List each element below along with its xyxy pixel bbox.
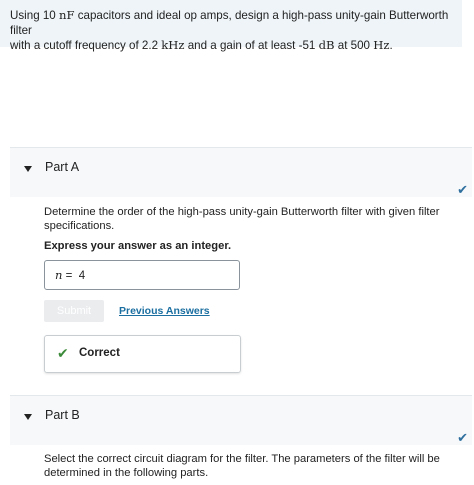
problem-text: with a cutoff frequency of 2.2 bbox=[10, 39, 162, 52]
feedback-label: Correct bbox=[79, 347, 120, 359]
check-icon: ✔ bbox=[457, 430, 468, 445]
part-a-prompt: Express your answer as an integer. bbox=[44, 240, 232, 252]
part-b-header[interactable] bbox=[10, 395, 472, 445]
previous-answers-link[interactable]: Previous Answers bbox=[119, 305, 210, 317]
answer-input[interactable] bbox=[44, 260, 240, 290]
problem-text: . bbox=[389, 39, 393, 52]
part-b-instruction: Select the correct circuit diagram for the filter. The parameters of the filter will be determined in the following parts. bbox=[44, 453, 440, 479]
answer-variable: n bbox=[55, 268, 63, 282]
problem-text: capacitors and ideal op amps, design a high-pass unity-gain Butterworth filter bbox=[10, 9, 449, 37]
problem-text: and a gain of at least -51 bbox=[184, 39, 319, 52]
caret-down-icon[interactable] bbox=[24, 414, 32, 420]
part-a-instruction: Determine the order of the high-pass unity-gain Butterworth filter with given filter specifications. bbox=[44, 206, 440, 232]
part-a-header[interactable] bbox=[10, 147, 472, 197]
capacitance-unit: nF bbox=[58, 8, 75, 22]
checkmark-icon: ✔ bbox=[57, 345, 69, 361]
caret-down-icon[interactable] bbox=[24, 166, 32, 172]
submit-button[interactable]: Submit bbox=[44, 300, 104, 322]
answer-equals: = bbox=[62, 270, 79, 282]
correct-feedback bbox=[44, 335, 241, 373]
part-b-title: Part B bbox=[45, 408, 80, 422]
gain-unit: dB bbox=[318, 38, 335, 52]
check-icon: ✔ bbox=[457, 182, 468, 197]
part-a-title: Part A bbox=[45, 160, 80, 174]
frequency-unit: Hz bbox=[373, 38, 390, 52]
frequency-unit: kHz bbox=[161, 38, 185, 52]
problem-text: at 500 bbox=[334, 39, 374, 52]
problem-statement bbox=[0, 0, 462, 52]
problem-text: Using 10 bbox=[10, 9, 59, 22]
answer-value: 4 bbox=[78, 270, 86, 282]
